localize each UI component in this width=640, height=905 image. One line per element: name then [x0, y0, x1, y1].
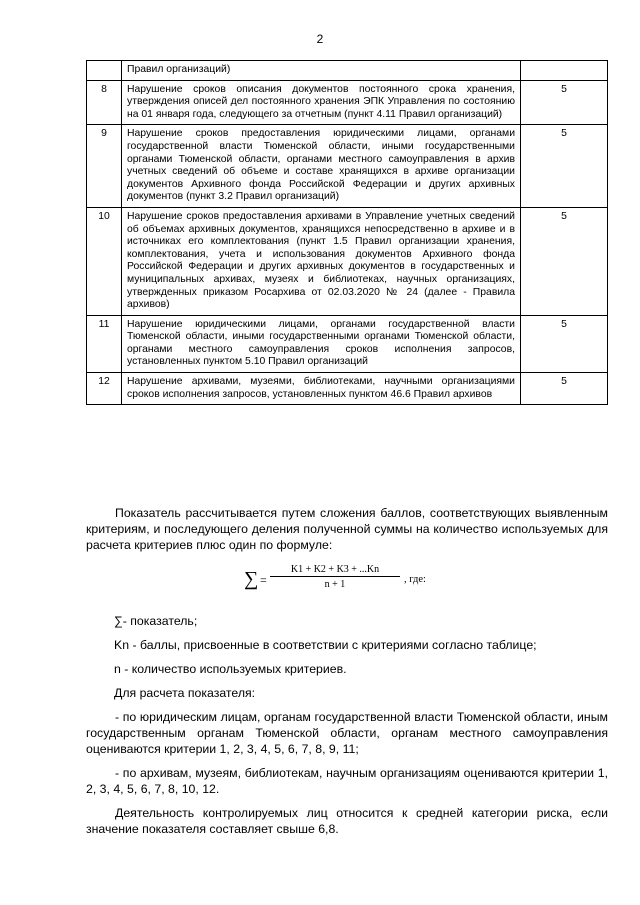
formula-numerator: K1 + K2 + K3 + ...Kn — [270, 564, 400, 577]
formula-tail: , где: — [404, 574, 426, 585]
row-score: 5 — [521, 80, 608, 125]
table-row — [87, 61, 608, 81]
definition-n: n - количество используемых критериев. — [114, 662, 347, 676]
row-number: 9 — [87, 125, 122, 208]
formula-fraction — [270, 564, 400, 590]
row-score — [521, 61, 608, 81]
conclusion-paragraph: Деятельность контролируемых лиц относится к средней категории риска, если значение показателя составляет свыше 6,8. — [86, 806, 608, 836]
row-number — [87, 61, 122, 81]
criteria-archives: - по архивам, музеям, библиотекам, научным организациям оцениваются критерии 1, 2, 3, 4, 5, 6, 7, 8, 10, 12. — [86, 766, 608, 796]
definition-kn: Kn - баллы, присвоенные в соответствии с критериями согласно таблице; — [114, 638, 537, 652]
table-row — [87, 315, 608, 372]
row-criterion: Нарушение сроков описания документов постоянного срока хранения, утверждения описей дел постоянного хранения ЭПК Управления по состоянию на 01 января года, следующего за отчетным (пункт 4.11 Правил организаций) — [122, 80, 521, 125]
table-row — [87, 125, 608, 208]
row-score: 5 — [521, 373, 608, 405]
row-criterion: Нарушение архивами, музеями, библиотеками, научными организациями сроков исполнения запросов, установленных пунктом 46.6 Правил архивов — [122, 373, 521, 405]
criteria-table — [86, 60, 608, 405]
row-number: 12 — [87, 373, 122, 405]
definition-sigma: ∑- показатель; — [114, 614, 198, 628]
row-number: 10 — [87, 207, 122, 315]
table-row — [87, 373, 608, 405]
row-score: 5 — [521, 125, 608, 208]
formula-equals: = — [260, 573, 267, 587]
table-row — [87, 80, 608, 125]
row-score: 5 — [521, 315, 608, 372]
formula-denominator: n + 1 — [324, 579, 346, 590]
criteria-legal-entities: - по юридическим лицам, органам государственной власти Тюменской области, иным государственным органам Тюменской области, органам местного самоуправления оцениваются критерии 1, 2, 3, 4, 5, 6, 7, 8, 9, 11; — [86, 710, 608, 756]
intro-paragraph: Показатель рассчитывается путем сложения баллов, соответствующих выявленным критериям, и последующего деления полученной суммы на количество используемых для расчета критериев плюс один по формуле: — [86, 506, 608, 552]
page-number: 2 — [316, 32, 324, 46]
row-criterion: Нарушение сроков предоставления архивами в Управление учетных сведений об объемах архивных документов, хранящихся непосредственно в архиве и в источниках его комплектования (пункт 1.5 Правил организации хранения, комплектования, учета и использования документов Архивного фонда Российской Федерации и других архивных документов в государственных и муниципальных архивах, музеях и библиотеках, научных организациях, утвержденных приказом Росархива от 02.03.2020 № 24 (далее - Правила архивов) — [122, 207, 521, 315]
row-score: 5 — [521, 207, 608, 315]
formula — [244, 564, 464, 600]
formula-sigma: ∑ — [244, 568, 259, 590]
row-criterion: Нарушение юридическими лицами, органами государственной власти Тюменской области, иными государственными органами Тюменской области, органами местного самоуправления сроков исполнения запросов, установленных пунктом 5.10 Правил организаций — [122, 315, 521, 372]
row-criterion: Нарушение сроков предоставления юридическими лицами, органами государственной власти Тюменской области, иными государственными органами Тюменской области, органами местного самоуправления в архив учетных сведений об объеме и составе хранящихся в архиве организации документов Архивного фонда Российской Федерации и других архивных документов (пункт 3.2 Правил организаций) — [122, 125, 521, 208]
row-criterion: Правил организаций) — [122, 61, 521, 81]
table-row — [87, 207, 608, 315]
calc-heading: Для расчета показателя: — [114, 686, 256, 700]
row-number: 11 — [87, 315, 122, 372]
row-number: 8 — [87, 80, 122, 125]
